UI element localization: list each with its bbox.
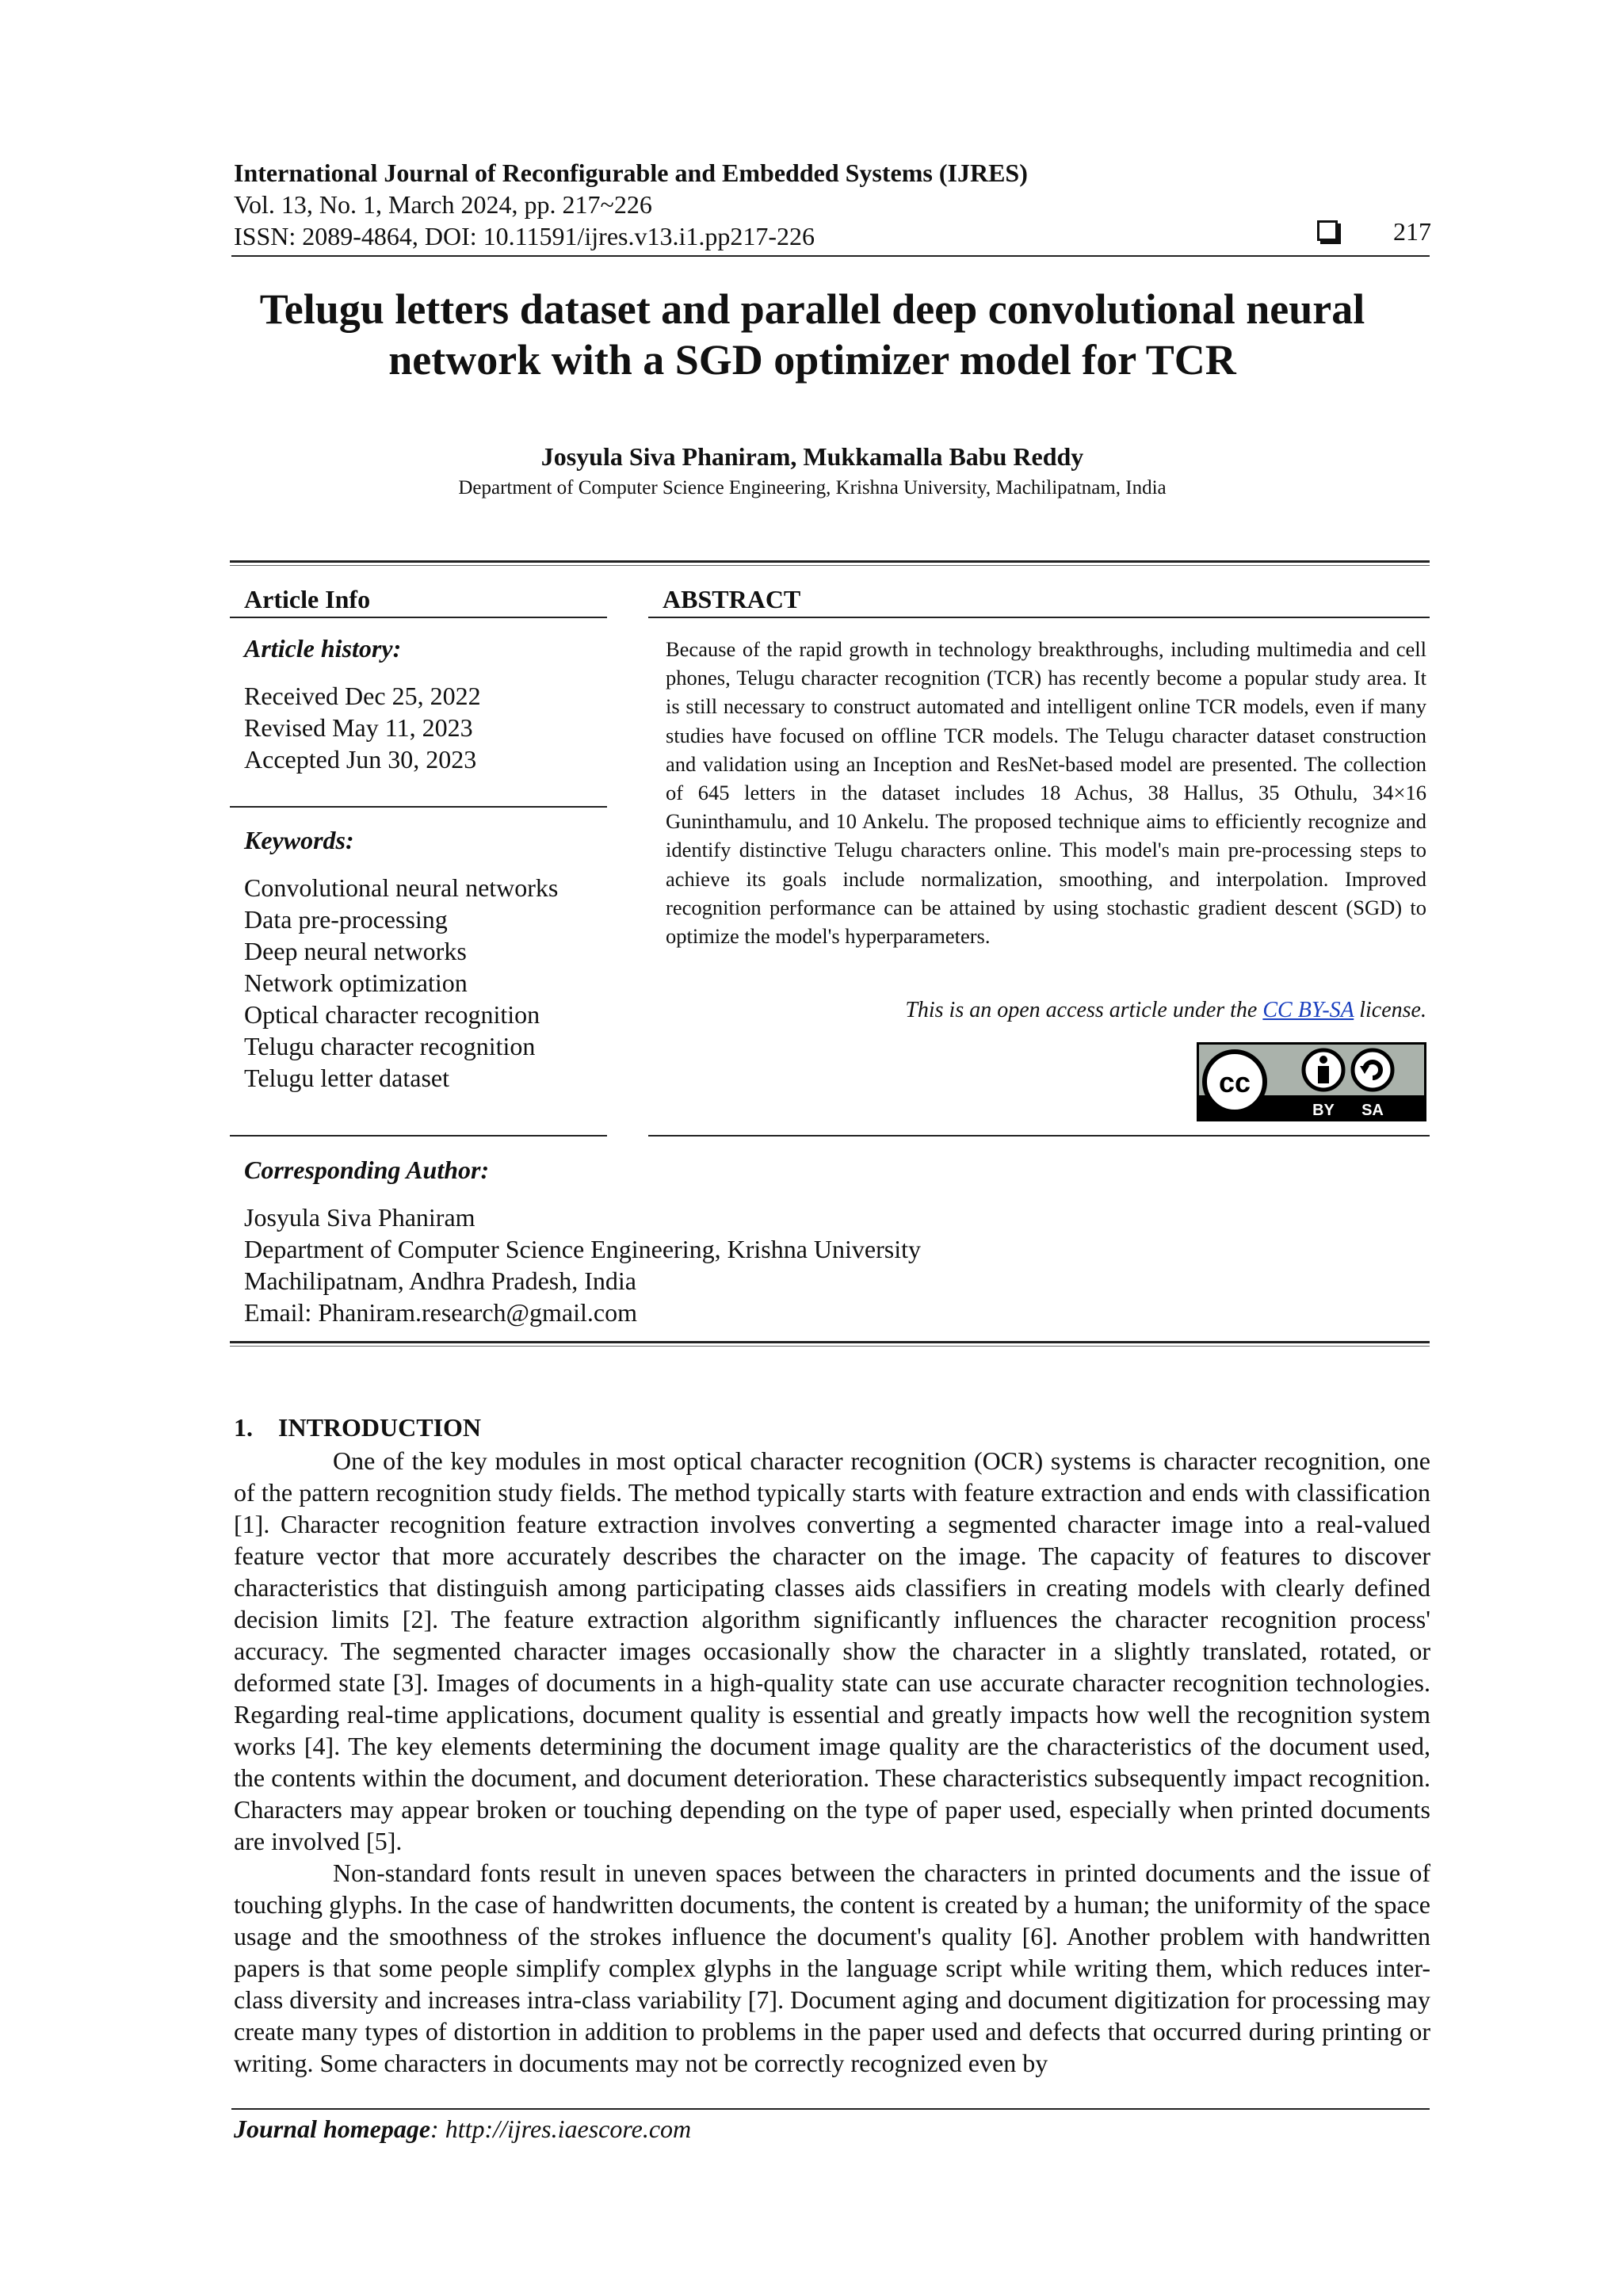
abstract-rule [648,617,1430,618]
info-bottom-rule [230,1341,1430,1343]
square-bullet-icon [1317,220,1338,241]
cc-icon-text: cc [1218,1066,1251,1098]
issn-doi: ISSN: 2089-4864, DOI: 10.11591/ijres.v13.i1.pp217-226 [234,222,815,250]
keywords-list [244,872,558,1094]
corresponding-name: Josyula Siva Phaniram [244,1203,475,1232]
cc-by-sa-badge-icon[interactable] [1197,1042,1426,1121]
corresponding-heading: Corresponding Author: [244,1156,490,1184]
article-history-list [244,680,481,775]
corresponding-dept: Department of Computer Science Engineering, Krishna University [244,1235,921,1263]
volume-info: Vol. 13, No. 1, March 2024, pp. 217~226 [234,190,652,219]
corresponding-email: Email: Phaniram.research@gmail.com [244,1298,637,1327]
intro-paragraph-1: One of the key modules in most optical character recognition (OCR) systems is character recognition, one of the pattern recognition study fields. The method typically starts with feature extraction and ends with classification [1]. Character recognition feature extraction involves converting a segmented character image into a real-valued feature vector that more accurately describes the character on the image. The capacity of features to discover characteristics that distinguish among participating classes aids classifiers in creating models with clearly defined decision limits [2]. The feature extraction algorithm significantly influences the character recognition process' accuracy. The segmented character images occasionally show the character in a slightly translated, rotated, or deformed state [3]. Images of documents in a high-quality state can use accurate character recognition technologies. Regarding real-time applications, document quality is essential and greatly impacts how well the recognition system works [4]. The key elements determining the document image quality are the characteristics of the document used, the contents within the document, and document deterioration. These characteristics subsequently impact recognition. Characters may appear broken or touching depending on the type of paper used, especially when printed documents are involved [5]. [234,1446,1430,1855]
article-info-rule [230,617,607,618]
title-line-2: network with a SGD optimizer model for TCR [388,336,1236,384]
sa-icon-text: SA [1361,1102,1384,1119]
history-accepted: Accepted Jun 30, 2023 [244,745,477,774]
page-number: 217 [1393,217,1431,246]
history-received: Received Dec 25, 2022 [244,682,481,710]
info-top-rule-thin [230,565,1430,566]
footer-rule [231,2108,1430,2110]
keyword-item: Network optimization [244,968,468,997]
intro-paragraph-2: Non-standard fonts result in uneven spaces between the characters in printed documents and the issue of touching glyphs. In the case of handwritten documents, the content is created by a human; the uniformity of the space usage and the smoothness of the strokes influence the document's quality [6]. Another problem with handwritten papers is that some people simplify complex glyphs in the language script while writing them, which reduces inter-class diversity and increases intra-class variability [7]. Document aging and document digitization for processing may create many types of distortion in addition to problems in the paper used and defects that occurred during printing or writing. Some characters in documents may not be correctly recognized even by [234,1859,1430,2077]
keyword-item: Convolutional neural networks [244,873,559,902]
info-top-rule [230,560,1430,563]
homepage-url[interactable]: : http://ijres.iaescore.com [430,2115,692,2143]
history-rule [230,806,607,808]
info-bottom-rule-thin [230,1346,1430,1347]
homepage-label: Journal homepage [234,2115,431,2143]
license-prefix: This is an open access article under the [905,998,1263,1022]
keyword-item: Deep neural networks [244,937,467,965]
abstract-bottom-rule [648,1135,1430,1137]
history-revised: Revised May 11, 2023 [244,713,473,742]
license-link[interactable]: CC BY-SA [1262,998,1354,1022]
affiliation: Department of Computer Science Engineering, Krishna University, Machilipatnam, India [458,477,1167,499]
keywords-heading: Keywords: [244,826,354,854]
journal-name: International Journal of Reconfigurable and Embedded Systems (IJRES) [234,159,1028,187]
title-line-1: Telugu letters dataset and parallel deep convolutional neural [259,285,1365,333]
authors: Josyula Siva Phaniram, Mukkamalla Babu Reddy [540,442,1084,471]
introduction-heading: 1. INTRODUCTION [234,1413,482,1442]
keywords-rule [230,1135,607,1137]
corresponding-location: Machilipatnam, Andhra Pradesh, India [244,1266,636,1295]
keyword-item: Telugu character recognition [244,1032,536,1060]
corresponding-details [244,1201,921,1328]
keyword-item: Optical character recognition [244,1000,540,1029]
article-history-heading: Article history: [244,634,402,663]
license-notice [666,998,1426,1023]
paper-title [182,284,1442,385]
journal-homepage [234,2115,691,2144]
license-suffix: license. [1354,998,1426,1022]
keyword-item: Data pre-processing [244,905,448,934]
keyword-item: Telugu letter dataset [244,1064,449,1092]
abstract-heading: ABSTRACT [663,585,801,613]
header-rule [231,255,1430,257]
article-info-heading: Article Info [244,585,371,613]
abstract-text: Because of the rapid growth in technology breakthroughs, including multimedia and cell phones, Telugu character recognition (TCR) has recently become a popular study area. It is still necessary to construct automated and intelligent online TCR models, even if many studies have focused on offline TCR models. The Telugu character dataset construction and validation using an Inception and ResNet-based model are presented. The collection of 645 letters in the dataset includes 18 Achus, 38 Hallus, 35 Othulu, 34×16 Guninthamulu, and 10 Ankelu. The proposed technique aims to efficiently recognize and identify distinctive Telugu characters online. This model's main pre-processing steps to achieve its goals include normalization, smoothing, and interpolation. Improved recognition performance can be attained by using stochastic gradient descent (SGD) to optimize the model's hyperparameters. [666,637,1426,949]
by-icon-text: BY [1312,1102,1335,1119]
